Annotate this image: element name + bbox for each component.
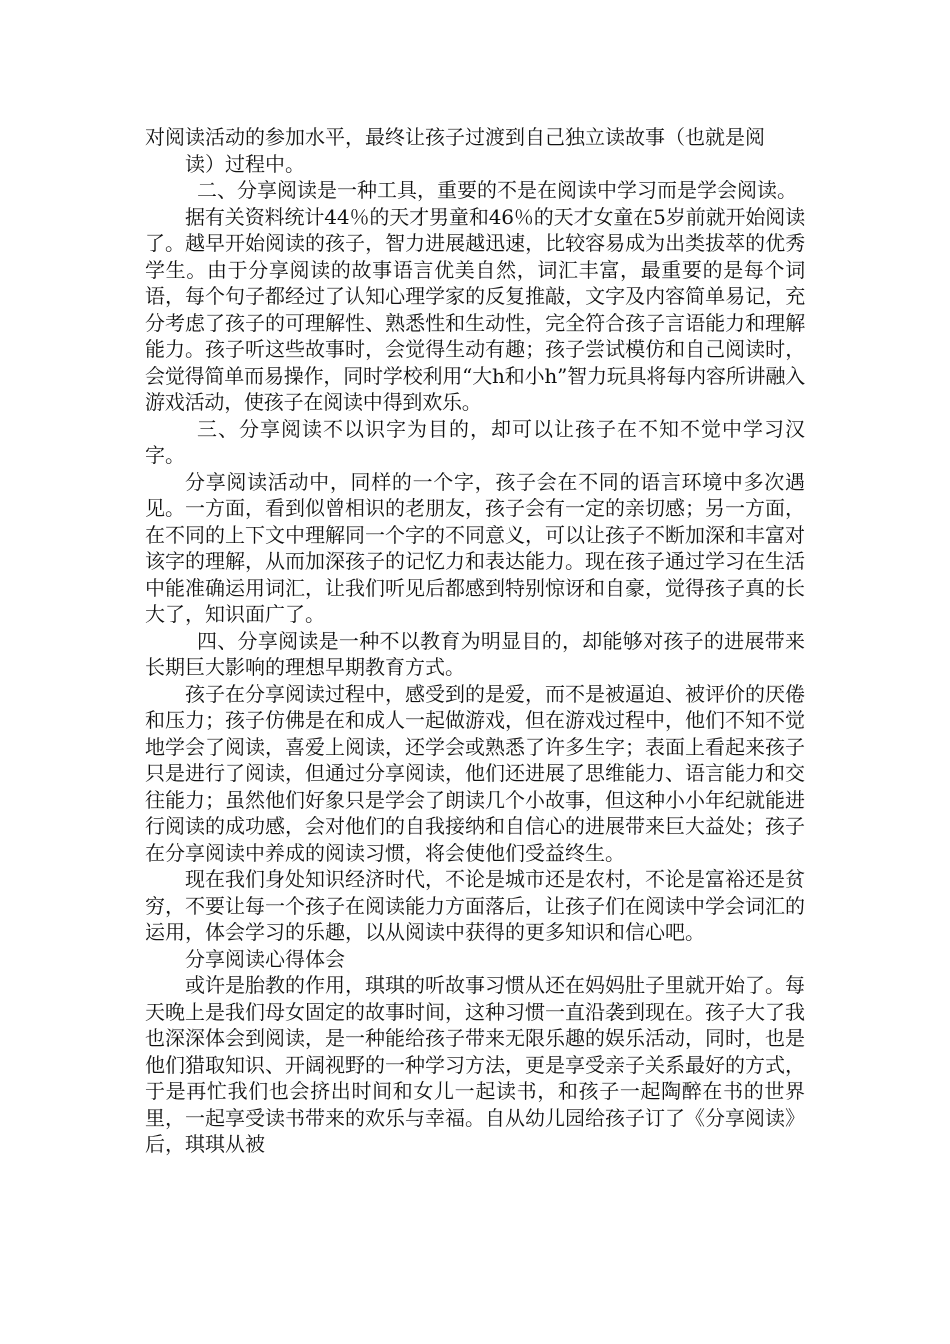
paragraph-body: 或许是胎教的作用，琪琪的听故事习惯从还在妈妈肚子里就开始了。每天晚上是我们母女固定的故事时间，这种习惯一直沿袭到现在。孩子大了我也深深体会到阅读，是一种能给孩子带来无限乐趣的娱乐活动，同时，也是他们猎取知识、开阔视野的一种学习方法，更是享受亲子关系最好的方式，于是再忙我们也会挤出时间和女儿一起读书，和孩子一起陶醉在书的世界里，一起享受读书带来的欢乐与幸福。自从幼儿园给孩子订了《分享阅读》后，琪琪从被 — [145, 973, 805, 1156]
paragraph-body: 据有关资料统计44％的天才男童和46％的天才女童在5岁前就开始阅读了。越早开始阅读的孩子，智力进展越迅速，比较容易成为出类拔萃的优秀学生。由于分享阅读的故事语言优美自然，词汇丰富，最重要的是每个词语，每个句子都经过了认知心理学家的反复推敲，文字及内容简单易记，充分考虑了孩子的可理解性、熟悉性和生动性，完全符合孩子言语能力和理解能力。孩子听这些故事时，会觉得生动有趣；孩子尝试模仿和自己阅读时，会觉得简单而易操作，同时学校利用“大h和小h”智力玩具将每内容所讲融入游戏活动，使孩子在阅读中得到欢乐。 — [145, 204, 805, 414]
document-page — [145, 124, 805, 1158]
paragraph-continuation: 对阅读活动的参加水平，最终让孩子过渡到自己独立读故事（也就是阅 — [145, 125, 765, 149]
paragraph-body: 孩子在分享阅读过程中，感受到的是爱，而不是被逼迫、被评价的厌倦和压力；孩子仿佛是在和成人一起做游戏，但在游戏过程中，他们不知不觉地学会了阅读，喜爱上阅读，还学会或熟悉了许多生字；表面上看起来孩子只是进行了阅读，但通过分享阅读，他们还进展了思维能力、语言能力和交往能力；虽然他们好象只是学会了朗读几个小故事，但这种小小年纪就能进行阅读的成功感，会对他们的自我接纳和自信心的进展带来巨大益处；孩子在分享阅读中养成的阅读习惯，将会使他们受益终生。 — [145, 681, 805, 865]
paragraph-body: 现在我们身处知识经济时代，不论是城市还是农村，不论是富裕还是贫穷，不要让每一个孩子在阅读能力方面落后，让孩子们在阅读中学会词汇的运用，体会学习的乐趣，以从阅读中获得的更多知识和信心吧。 — [145, 867, 805, 944]
paragraph-body: 分享阅读活动中，同样的一个字，孩子会在不同的语言环境中多次遇见。一方面，看到似曾相识的老朋友，孩子会有一定的亲切感；另一方面，在不同的上下文中理解同一个字的不同意义，可以让孩子不断加深和丰富对该字的理解，从而加深孩子的记忆力和表达能力。现在孩子通过学习在生活中能准确运用词汇，让我们听见后都感到特别惊讶和自豪，觉得孩子真的长大了，知识面广了。 — [145, 469, 805, 626]
section-heading-3: 三、分享阅读不以识字为目的，却可以让孩子在不知不觉中学习汉字。 — [145, 416, 805, 467]
section-heading-4: 四、分享阅读是一种不以教育为明显目的，却能够对孩子的进展带来长期巨大影响的理想早期教育方式。 — [145, 628, 805, 679]
section-title: 分享阅读心得体会 — [185, 946, 345, 971]
section-heading-2: 二、分享阅读是一种工具，重要的不是在阅读中学习而是学会阅读。 — [197, 178, 797, 202]
paragraph-continuation-end: 读）过程中。 — [185, 151, 305, 176]
